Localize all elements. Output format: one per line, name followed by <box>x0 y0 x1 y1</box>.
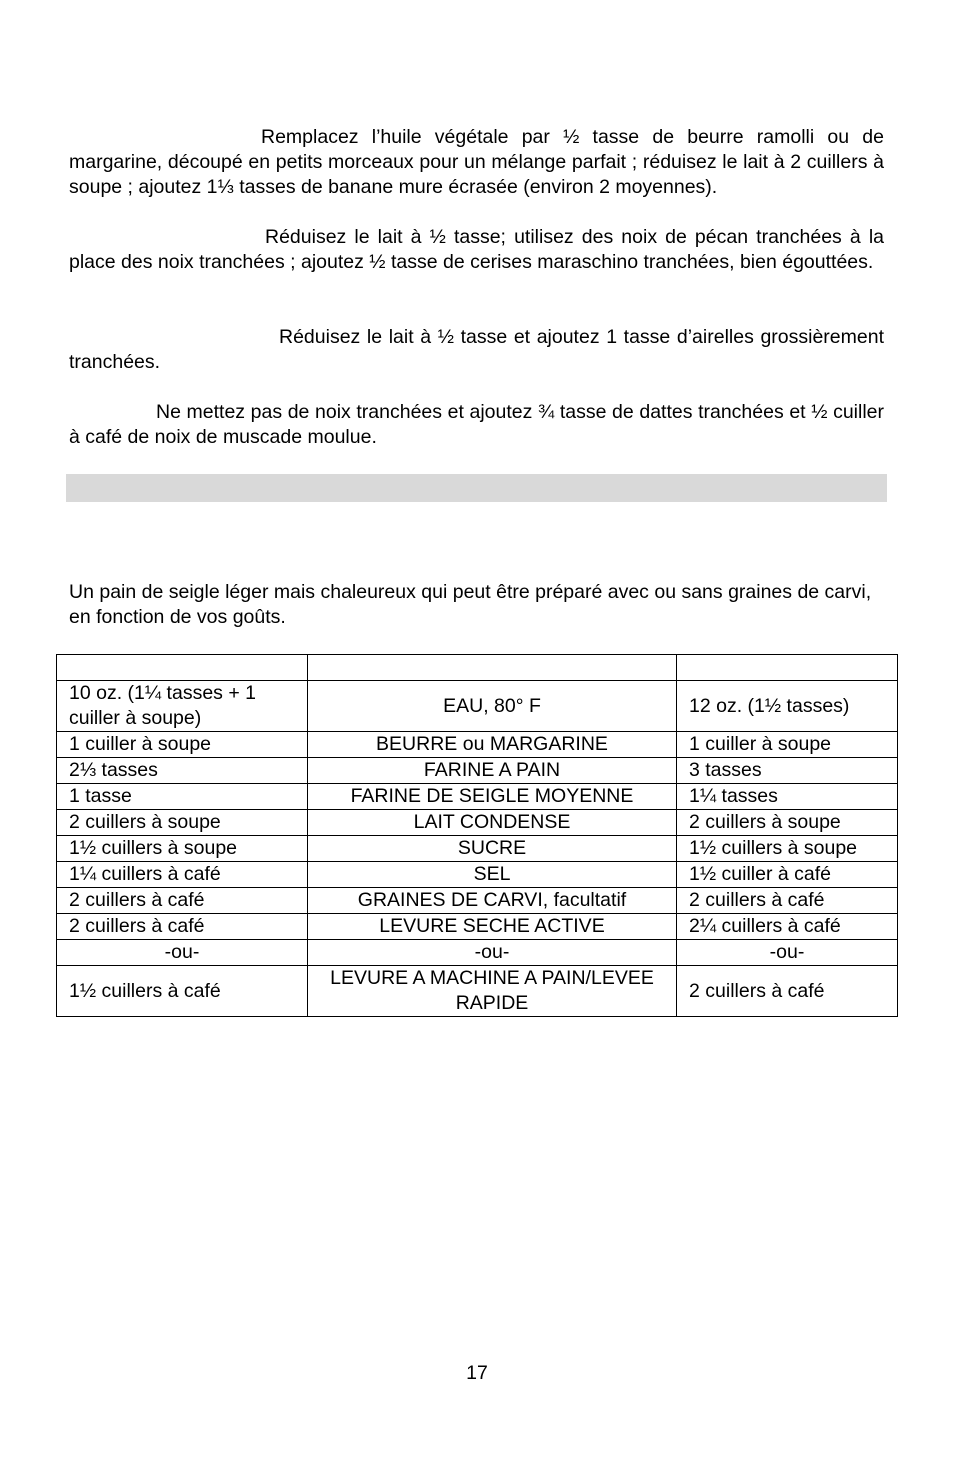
variation-paragraph-1: Remplacez l’huile végétale par ½ tasse de beurre ramolli ou de margarine, découpé en petits morceaux pour un mélange parfait ; réduisez le lait à 2 cuillers à soupe ; ajoutez 1⅓ tasses de banane mure écrasée (environ 2 moyennes). <box>69 126 884 198</box>
large-loaf-amount: 1½ cuillers à soupe <box>677 836 898 862</box>
variation-paragraph-3: Réduisez le lait à ½ tasse et ajoutez 1 tasse d’airelles grossièrement tranchées. <box>69 326 884 373</box>
variation-paragraph-4: Ne mettez pas de noix tranchées et ajoutez ¾ tasse de dattes tranchées et ½ cuiller à café de noix de muscade moulue. <box>69 401 884 448</box>
large-loaf-or: -ou- <box>677 940 898 966</box>
table-row-or <box>57 940 898 966</box>
section-title-bar <box>66 474 887 502</box>
table-row <box>57 681 898 732</box>
small-loaf-amount: 1 tasse <box>57 784 308 810</box>
ingredient-name: LAIT CONDENSE <box>308 810 677 836</box>
small-loaf-amount: 1 cuiller à soupe <box>57 732 308 758</box>
small-loaf-amount: 2 cuillers à café <box>57 914 308 940</box>
table-header-row <box>57 655 898 681</box>
ingredient-name: EAU, 80° F <box>308 681 677 732</box>
small-loaf-amount: 1¼ cuillers à café <box>57 862 308 888</box>
small-loaf-or: -ou- <box>57 940 308 966</box>
table-row <box>57 888 898 914</box>
header-cell-ingredient <box>308 655 677 681</box>
ingredient-name: FARINE DE SEIGLE MOYENNE <box>308 784 677 810</box>
recipe-intro: Un pain de seigle léger mais chaleureux qui peut être préparé avec ou sans graines de carvi, en fonction de vos goûts. <box>69 581 872 628</box>
large-loaf-amount: 1 cuiller à soupe <box>677 732 898 758</box>
page-number: 17 <box>466 1362 488 1384</box>
small-loaf-amount: 10 oz. (1¼ tasses + 1 cuiller à soupe) <box>57 681 308 732</box>
table-row <box>57 966 898 1017</box>
large-loaf-amount: 1¼ tasses <box>677 784 898 810</box>
large-loaf-amount: 12 oz. (1½ tasses) <box>677 681 898 732</box>
table-row <box>57 836 898 862</box>
ingredient-name: LEVURE A MACHINE A PAIN/LEVEE RAPIDE <box>308 966 677 1017</box>
table-row <box>57 758 898 784</box>
small-loaf-amount: 2 cuillers à café <box>57 888 308 914</box>
ingredients-table <box>56 654 898 1017</box>
table-row <box>57 810 898 836</box>
small-loaf-amount: 2⅓ tasses <box>57 758 308 784</box>
small-loaf-amount: 1½ cuillers à soupe <box>57 836 308 862</box>
ingredient-name: GRAINES DE CARVI, facultatif <box>308 888 677 914</box>
large-loaf-amount: 2 cuillers à soupe <box>677 810 898 836</box>
large-loaf-amount: 2¼ cuillers à café <box>677 914 898 940</box>
large-loaf-amount: 1½ cuiller à café <box>677 862 898 888</box>
ingredient-name: BEURRE ou MARGARINE <box>308 732 677 758</box>
large-loaf-amount: 2 cuillers à café <box>677 966 898 1017</box>
table-row <box>57 784 898 810</box>
header-cell-small <box>57 655 308 681</box>
large-loaf-amount: 3 tasses <box>677 758 898 784</box>
large-loaf-amount: 2 cuillers à café <box>677 888 898 914</box>
header-cell-large <box>677 655 898 681</box>
ingredient-name: FARINE A PAIN <box>308 758 677 784</box>
ingredient-name: SEL <box>308 862 677 888</box>
table-row <box>57 914 898 940</box>
table-row <box>57 862 898 888</box>
small-loaf-amount: 1½ cuillers à café <box>57 966 308 1017</box>
small-loaf-amount: 2 cuillers à soupe <box>57 810 308 836</box>
table-row <box>57 732 898 758</box>
variation-paragraph-2: Réduisez le lait à ½ tasse; utilisez des noix de pécan tranchées à la place des noix tranchées ; ajoutez ½ tasse de cerises maraschino tranchées, bien égouttées. <box>69 226 884 273</box>
ingredient-name: LEVURE SECHE ACTIVE <box>308 914 677 940</box>
ingredient-name: SUCRE <box>308 836 677 862</box>
ingredient-or: -ou- <box>308 940 677 966</box>
